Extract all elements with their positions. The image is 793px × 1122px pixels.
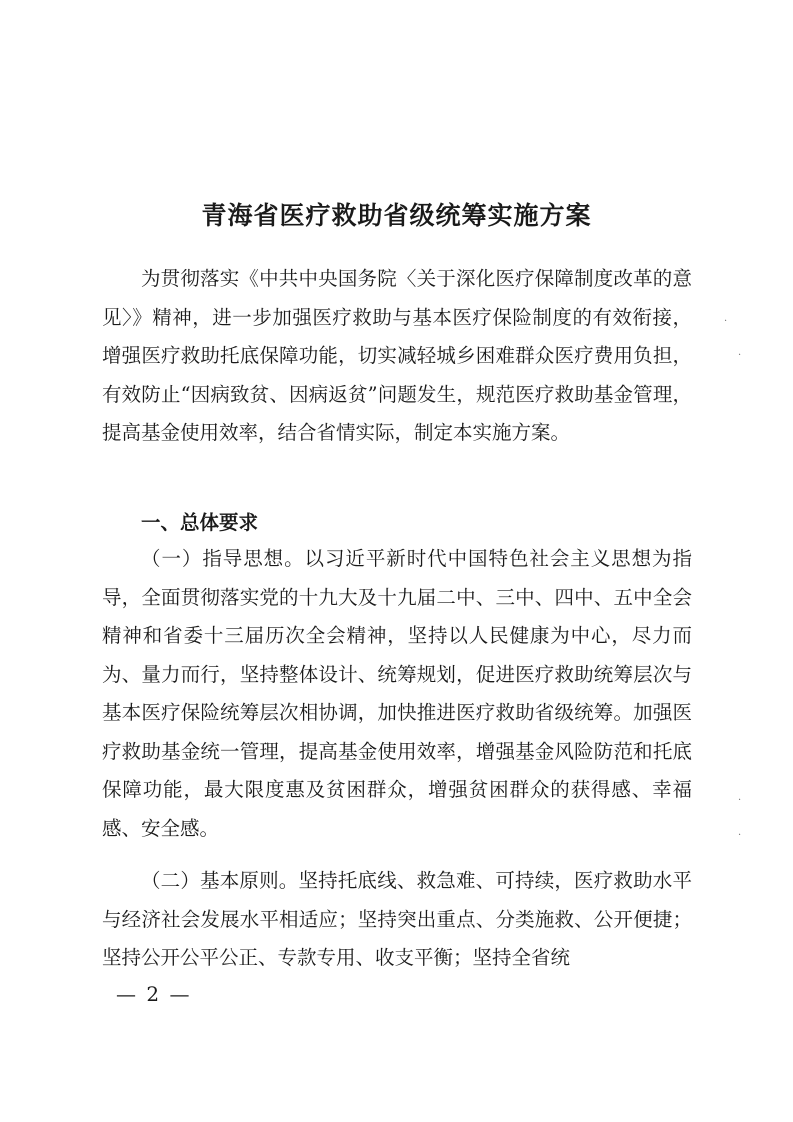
document-title: 青海省医疗救助省级统筹实施方案 bbox=[201, 201, 592, 230]
basic-principles-lead: （二）基本原则。 bbox=[141, 869, 299, 892]
scan-speck: · bbox=[738, 830, 742, 841]
guiding-ideology-lead: （一）指导思想。 bbox=[141, 547, 305, 570]
guiding-ideology-paragraph bbox=[102, 540, 692, 848]
page-number: — 2 — bbox=[116, 982, 192, 1006]
intro-paragraph: 为贯彻落实《中共中央国务院〈关于深化医疗保障制度改革的意见〉》精神，进一步加强医疗救助与基本医疗保险制度的有效衔接，增强医疗救助托底保障功能，切实减轻城乡困难群众医疗费用负担，有效防止“因病致贫、因病返贫”问题发生，规范医疗救助基金管理，提高基金使用效率，结合省情实际，制定本实施方案。 bbox=[102, 267, 692, 444]
basic-principles-paragraph bbox=[102, 862, 692, 978]
section-heading: 一、总体要求 bbox=[141, 511, 259, 534]
scan-speck: · bbox=[738, 795, 742, 806]
scan-speck: · bbox=[738, 350, 742, 361]
scan-speck: · bbox=[724, 316, 728, 327]
guiding-ideology-text: 以习近平新时代中国特色社会主义思想为指导，全面贯彻落实党的十九大及十九届二中、三中、四中、五中全会精神和省委十三届历次全会精神，坚持以人民健康为中心，尽力而为、量力而行，坚持整体设计、统筹规划，促进医疗救助统筹层次与基本医疗保险统筹层次相协调，加快推进医疗救助省级统筹。加强医疗救助基金统一管理，提高基金使用效率，增强基金风险防范和托底保障功能，最大限度惠及贫困群众，增强贫困群众的获得感、幸福感、安全感。 bbox=[102, 547, 692, 840]
basic-principles-text: 坚持托底线、救急难、可持续，医疗救助水平与经济社会发展水平相适应；坚持突出重点、分类施救、公开便捷；坚持公开公平公正、专款专用、收支平衡；坚持全省统 bbox=[102, 869, 692, 969]
